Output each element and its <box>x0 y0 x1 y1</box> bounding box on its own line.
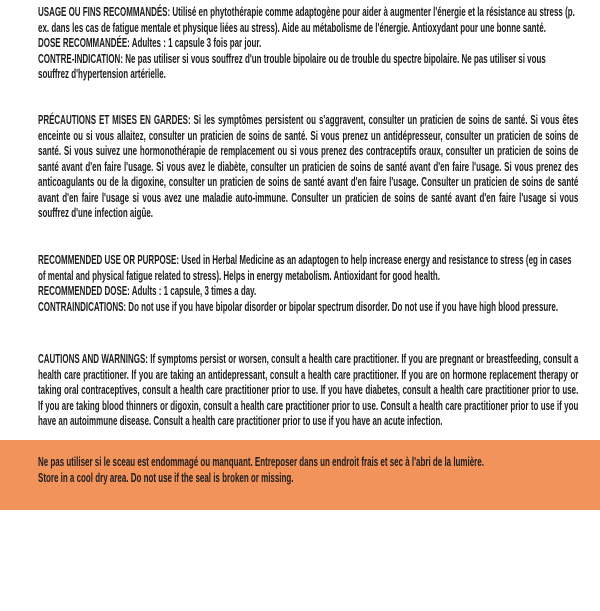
fr-usage-text: USAGE OU FINS RECOMMANDÉS: Utilisé en phytothérapie comme adaptogène pour aider à augmenter l'énergie et la résistance au stress (p. ex. dans les cas de fatigue mentale et physique liées au stress). Aide au métabolisme de l'énergie. Antioxydant pour une bonne santé. <box>38 4 575 35</box>
storage-banner-english-line: Store in a cool dry area. Do not use if the seal is broken or missing. <box>38 469 294 485</box>
french-recommended-use-section <box>38 4 578 82</box>
en-cautions-text: CAUTIONS AND WARNINGS: If symptoms persist or worsen, consult a health care practitioner. If you are pregnant or breastfeeding, consult a health care practitioner. If you are taking an antidepressant, consult a health care practitioner. If you are on hormone replacement therapy or taking oral contraceptives, consult a health care practitioner prior to use. If you have diabetes, consult a health care practitioner prior to use. If you are taking blood thinners or digoxin, consult a health care practitioner prior to use. Consult a health care practitioner prior to use if you have an autoimmune disease. Consult a health care practitioner prior to use if you have an acute infection. <box>38 351 579 428</box>
storage-banner-text <box>38 454 578 485</box>
english-cautions-section <box>38 351 578 429</box>
english-recommended-use-section <box>38 252 578 314</box>
fr-precautions-text: PRÉCAUTIONS ET MISES EN GARDES: Si les symptômes persistent ou s'aggravent, consulter un praticien de soins de santé. Si vous êtes enceinte ou si vous allaitez, consulter un praticien de soins de santé. Si vous prenez un antidépresseur, consulter un praticien de soins de santé. Si vous suivez une hormonothérapie de remplacement ou si vous prenez des contraceptifs oraux, consulter un praticien de soins de santé avant d'en faire l'usage. Si vous avez le diabète, consulter un praticien de soins de santé avant d'en faire l'usage. Si vous prenez des anticoagulants ou de la digoxine, consulter un praticien de soins de santé avant d'en faire l'usage. Consulter un praticien de soins de santé avant d'en faire l'usage si vous avez une maladie auto-immune. Consulter un praticien de soins de santé avant d'en faire l'usage si vous souffrez d'une infection aigûe. <box>38 112 579 220</box>
en-use-text: RECOMMENDED USE OR PURPOSE: Used in Herbal Medicine as an adaptogen to help increase energy and resistance to stress (eg in cases of mental and physical fatigue related to stress). Helps in energy metabolism. Antioxidant for good health. <box>38 252 572 283</box>
en-contraindications-text: CONTRAINDICATIONS: Do not use if you have bipolar disorder or bipolar spectrum disorder. Do not use if you have high blood pressure. <box>38 298 559 314</box>
french-precautions-section <box>38 112 578 221</box>
fr-contraindication-text: CONTRE-INDICATION: Ne pas utiliser si vous souffrez d'un trouble bipolaire ou de trouble du spectre bipolaire. Ne pas utiliser si vous souffrez d'hypertension artérielle. <box>38 50 546 81</box>
storage-banner-french-line: Ne pas utiliser si le sceau est endommagé ou manquant. Entreposer dans un endroit frais et sec à l'abri de la lumière. <box>38 454 484 469</box>
fr-dose-text: DOSE RECOMMANDÉE: Adultes : 1 capsule 3 fois par jour. <box>38 35 262 50</box>
en-dose-text: RECOMMENDED DOSE: Adults : 1 capsule, 3 times a day. <box>38 283 257 298</box>
storage-warning-banner <box>0 440 600 510</box>
